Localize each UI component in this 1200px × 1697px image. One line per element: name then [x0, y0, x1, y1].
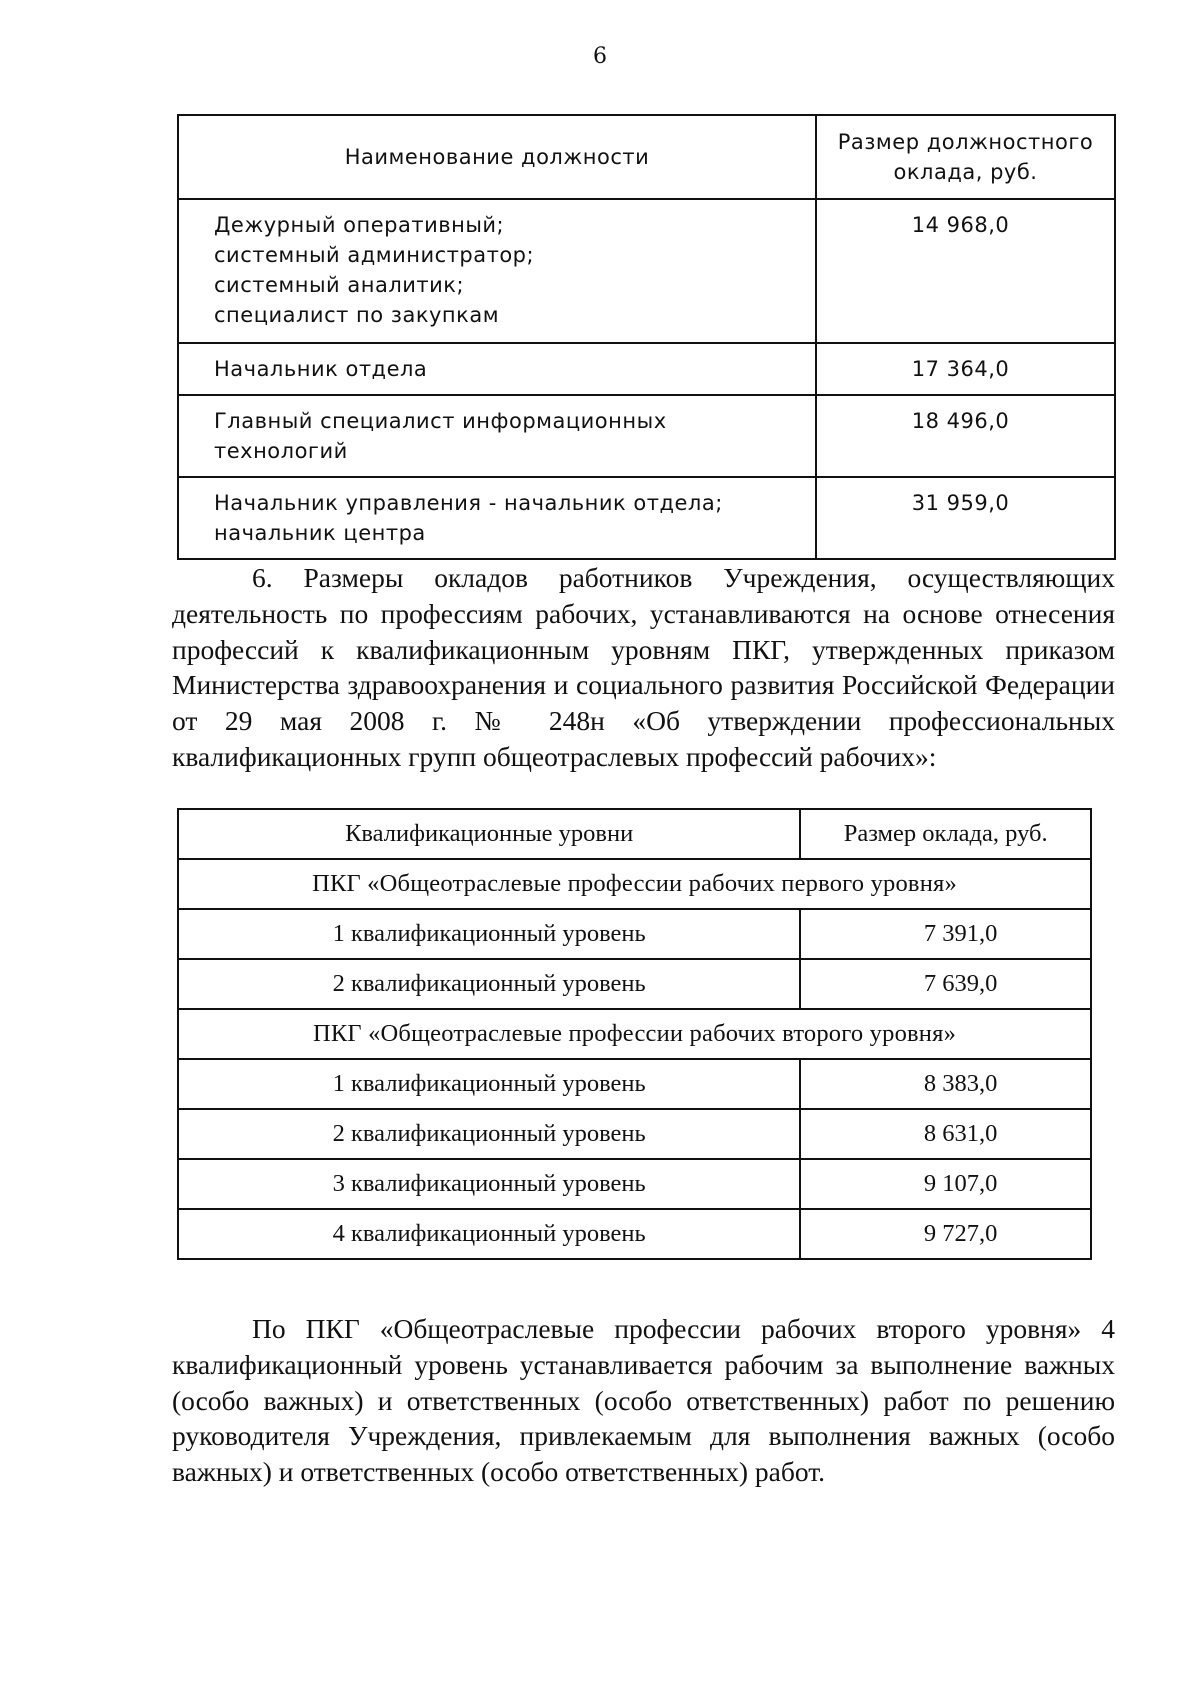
table-row — [178, 199, 1115, 343]
table-header-row — [178, 115, 1115, 199]
position-name — [178, 477, 816, 559]
position-line: Начальник отдела — [214, 357, 428, 381]
column-header-levels: Квалификационные уровни — [178, 809, 800, 859]
group-row — [178, 859, 1091, 909]
table-header-row — [178, 809, 1091, 859]
paragraph-level4-note: По ПКГ «Общеотраслевые профессии рабочих второго уровня» 4 квалификационный уровень устанавливается рабочим за выполнение важных (особо важных) и ответственных (особо ответственных) работ по решению руководителя Учреждения, привлекаемым для выполнения важных (особо важных) и ответственных (особо ответственных) работ. — [172, 1313, 1115, 1488]
position-line: Главный специалист информационных технологий — [214, 409, 667, 463]
table-row — [178, 1209, 1091, 1259]
group-row — [178, 1009, 1091, 1059]
qualification-levels-table — [177, 808, 1092, 1260]
table-row — [178, 1159, 1091, 1209]
position-line: Начальник управления - начальник отдела; — [214, 491, 723, 515]
qualification-level: 3 квалификационный уровень — [178, 1159, 800, 1209]
position-line: системный аналитик; — [214, 273, 465, 297]
page-number: 6 — [593, 44, 607, 69]
column-header-position: Наименование должности — [178, 115, 816, 199]
table-row — [178, 1059, 1091, 1109]
salary-value: 31 959,0 — [816, 477, 1115, 559]
group-title: ПКГ «Общеотраслевые профессии рабочих второго уровня» — [178, 1009, 1091, 1059]
position-line: начальник центра — [214, 521, 426, 545]
paragraph-workers-salaries: 6. Размеры окладов работников Учреждения, осуществляющих деятельность по профессиям рабочих, устанавливаются на основе отнесения профессий к квалификационным уровням ПКГ, утвержденных приказом Министерства здравоохранения и социального развития Российской Федерации от 29 мая 2008 г. № 248н «Об утверждении профессиональных квалификационных групп общеотраслевых профессий рабочих»: — [172, 562, 1115, 772]
position-line: Дежурный оперативный; — [214, 213, 505, 237]
table-row — [178, 343, 1115, 395]
table-row — [178, 477, 1115, 559]
salary-value: 7 639,0 — [800, 959, 1091, 1009]
salary-value: 18 496,0 — [816, 395, 1115, 477]
qualification-level: 2 квалификационный уровень — [178, 1109, 800, 1159]
salary-value: 9 107,0 — [800, 1159, 1091, 1209]
qualification-level: 1 квалификационный уровень — [178, 1059, 800, 1109]
positions-salary-table — [177, 114, 1116, 560]
qualification-level: 1 квалификационный уровень — [178, 909, 800, 959]
position-name — [178, 343, 816, 395]
salary-value: 7 391,0 — [800, 909, 1091, 959]
table-row — [178, 959, 1091, 1009]
salary-value: 8 631,0 — [800, 1109, 1091, 1159]
group-title: ПКГ «Общеотраслевые профессии рабочих первого уровня» — [178, 859, 1091, 909]
position-name — [178, 199, 816, 343]
column-header-salary: Размер должностного оклада, руб. — [816, 115, 1115, 199]
position-line: системный администратор; — [214, 243, 535, 267]
qualification-level: 4 квалификационный уровень — [178, 1209, 800, 1259]
salary-value: 9 727,0 — [800, 1209, 1091, 1259]
column-header-salary: Размер оклада, руб. — [800, 809, 1091, 859]
position-line: специалист по закупкам — [214, 303, 500, 327]
table-row — [178, 909, 1091, 959]
position-name — [178, 395, 816, 477]
salary-value: 8 383,0 — [800, 1059, 1091, 1109]
salary-value: 17 364,0 — [816, 343, 1115, 395]
table-row — [178, 395, 1115, 477]
qualification-level: 2 квалификационный уровень — [178, 959, 800, 1009]
table-row — [178, 1109, 1091, 1159]
salary-value: 14 968,0 — [816, 199, 1115, 343]
